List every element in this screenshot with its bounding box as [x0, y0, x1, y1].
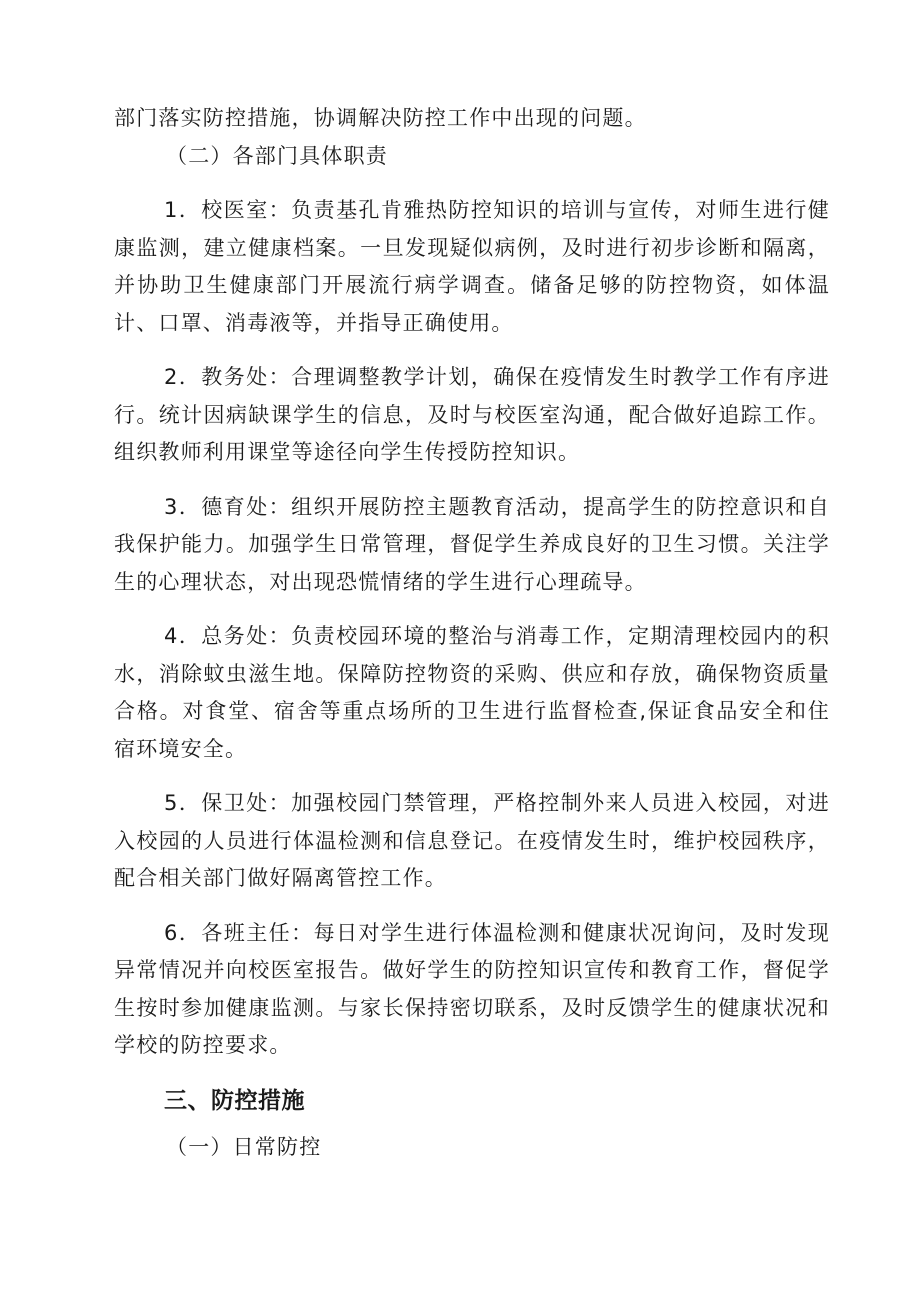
duty-item-clinic: 1．校医室：负责基孔肯雅热防控知识的培训与宣传，对师生进行健康监测，建立健康档案。一旦发现疑似病例，及时进行初步诊断和隔离，并协助卫生健康部门开展流行病学调查。储备足够的防控物资，如体温计、口罩、消毒液等，并指导正确使用。: [114, 198, 830, 335]
document-body: [114, 100, 830, 1166]
sub-heading: （二）各部门具体职责: [166, 143, 388, 168]
duty-item-class-teachers: 6．各班主任：每日对学生进行体温检测和健康状况询问，及时发现异常情况并向校医室报告。做好学生的防控知识宣传和教育工作，督促学生按时参加健康监测。与家长保持密切联系，及时反馈学生的健康状况和学校的防控要求。: [114, 920, 830, 1057]
lead-paragraph: 部门落实防控措施，协调解决防控工作中出现的问题。: [114, 106, 647, 130]
duty-item-academic-affairs: 2．教务处：合理调整教学计划，确保在疫情发生时教学工作有序进行。统计因病缺课学生的信息，及时与校医室沟通，配合做好追踪工作。组织教师利用课堂等途径向学生传授防控知识。: [114, 365, 830, 464]
duty-item-security: 5．保卫处：加强校园门禁管理，严格控制外来人员进入校园，对进入校园的人员进行体温检测和信息登记。在疫情发生时，维护校园秩序，配合相关部门做好隔离管控工作。: [114, 791, 830, 890]
section-sub-heading: （一）日常防控: [166, 1134, 322, 1159]
duty-item-general-affairs: 4．总务处：负责校园环境的整治与消毒工作，定期清理校园内的积水，消除蚊虫滋生地。保障防控物资的采购、供应和存放，确保物资质量合格。对食堂、宿舍等重点场所的卫生进行监督检查,保证食品安全和住宿环境安全。: [114, 624, 830, 761]
section-heading: 三、防控措施: [164, 1087, 305, 1114]
duty-item-moral-education: 3．德育处：组织开展防控主题教育活动，提高学生的防控意识和自我保护能力。加强学生日常管理，督促学生养成良好的卫生习惯。关注学生的心理状态，对出现恐慌情绪的学生进行心理疏导。: [114, 494, 830, 594]
